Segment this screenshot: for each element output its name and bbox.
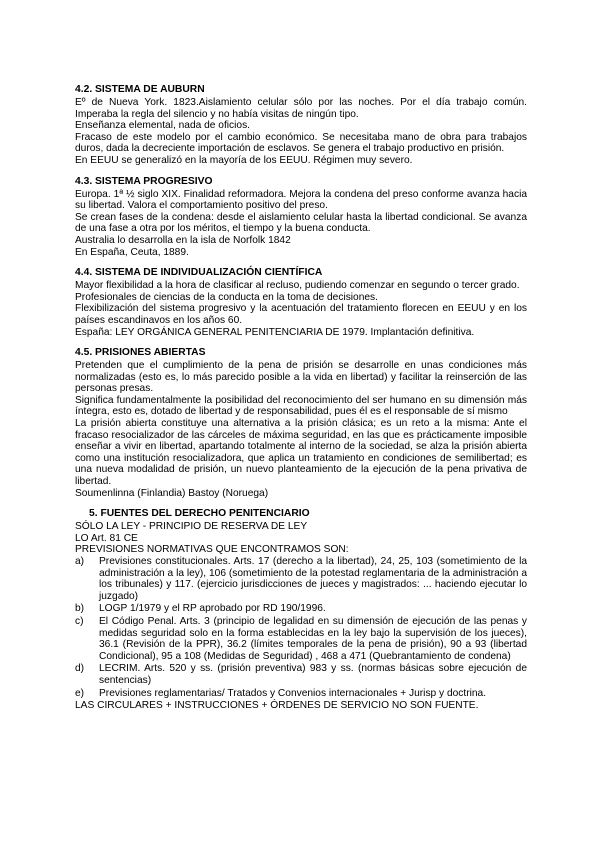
paragraph: En EEUU se generalizó en la mayoría de los EEUU. Régimen muy severo. <box>75 154 413 166</box>
paragraph: España: LEY ORGÁNICA GENERAL PENITENCIARIA DE 1979. Implantación definitiva. <box>75 326 475 338</box>
paragraph: Mayor flexibilidad a la hora de clasificar al recluso, pudiendo comenzar en segundo o tercer grado. <box>75 280 520 292</box>
paragraph: Significa fundamentalmente la posibilidad del reconocimiento del ser humano en su dimensión más íntegra, esto es, dotado de libertad y de responsabilidad, pues él es el responsable de sí mismo <box>75 394 527 418</box>
section-heading: 4.2. SISTEMA DE AUBURN <box>75 84 205 95</box>
paragraph: Profesionales de ciencias de la conducta en la toma de decisiones. <box>75 291 378 303</box>
list-item <box>75 603 527 615</box>
paragraph: La prisión abierta constituye una alternativa a la prisión clásica; es un reto a la misma: Ante el fracaso resocializador de las cárceles de máxima seguridad, en las que es prácticamente imposible enseñar a vivir en libertad, apartando totalmente al interno de la sociedad, se alza la prisión abierta como una institución resocializadora, que aplica un tratamiento en condiciones de semilibertad; es una nueva modalidad de prisión, un nuevo planteamiento de la ejecución de la pena privativa de libertad. <box>75 418 527 488</box>
paragraph: Eº de Nueva York. 1823.Aislamiento celular sólo por las noches. Por el día trabajo común. Imperaba la regla del silencio y no había visitas de ningún tipo. <box>75 97 527 120</box>
list-text: LECRIM. Arts. 520 y ss. (prisión preventiva) 983 y ss. (normas básicas sobre ejecución de sentencias) <box>99 663 527 686</box>
list-item <box>75 688 527 700</box>
list-marker: a) <box>75 556 85 567</box>
intro-line: SÓLO LA LEY - PRINCIPIO DE RESERVA DE LEY <box>75 521 308 533</box>
intro-line: PREVISIONES NORMATIVAS QUE ENCONTRAMOS SON: <box>75 544 349 556</box>
list-item <box>75 556 527 602</box>
list-marker: e) <box>75 687 85 699</box>
list-text: LOGP 1/1979 y el RP aprobado por RD 190/1996. <box>99 603 326 615</box>
section-heading: 5. FUENTES DEL DERECHO PENITENCIARIO <box>89 508 310 520</box>
list-text: El Código Penal. Arts. 3 (principio de legalidad en su dimensión de ejecución de las penas y medidas seguridad solo en la forma establecidas en la ley bajo la supervisión de los jueces), 36.1 (Revisión de la PPR), 36.2 (límites temporales de la pena de prisión), 90 a 93 (libertad Condicional), 95 a 108 (Medidas de Seguridad) , 468 a 471 (Quebrantamiento de condena) <box>99 615 527 662</box>
document-page <box>75 84 527 721</box>
section-fuentes <box>75 508 527 712</box>
closing-line: LAS CIRCULARES + INSTRUCCIONES + ÓRDENES DE SERVICIO NO SON FUENTE. <box>75 700 479 712</box>
list-text: Previsiones constitucionales. Arts. 17 (derecho a la libertad), 24, 25, 103 (sometimiento de la administración a la ley), 106 (sometimiento de la potestad reglamentaria de la administración a los tribunales) y 117. (ejercicio jurisdicciones de jueces y magistrados: ... haciendo ejecutar lo juzgado) <box>99 556 527 602</box>
paragraph: Se crean fases de la condena: desde el aislamiento celular hasta la libertad condicional. Se avanza de una fase a otra por los méritos, el tiempo y la buena conducta. <box>75 211 527 235</box>
paragraph: En España, Ceuta, 1889. <box>75 246 189 258</box>
section-heading: 4.4. SISTEMA DE INDIVIDUALIZACIÓN CIENTÍFICA <box>75 267 323 279</box>
paragraph: Australia lo desarrolla en la isla de Norfolk 1842 <box>75 234 291 246</box>
list-text: Previsiones reglamentarias/ Tratados y Convenios internacionales + Jurisp y doctrina. <box>99 687 487 699</box>
paragraph: Europa. 1ª ½ siglo XIX. Finalidad reformadora. Mejora la condena del preso conforme avanza hacia su libertad. Valora el comportamiento positivo del preso. <box>75 188 527 212</box>
list-marker: c) <box>75 615 84 627</box>
list-marker: d) <box>75 663 85 675</box>
section-prisiones-abiertas <box>75 347 527 499</box>
paragraph: Fracaso de este modelo por el cambio económico. Se necesitaba mano de obra para trabajos duros, dada la decreciente importación de esclavos. Se genera el trabajo productivo en prisión. <box>75 131 527 155</box>
paragraph: Pretenden que el cumplimiento de la pena de prisión se desarrolle en unas condiciones más normalizadas (esto es, lo más parecido posible a la vida en libertad) y facilitar la reinserción de las personas presas. <box>75 360 527 395</box>
paragraph: Soumenlinna (Finlandia) Bastoy (Noruega) <box>75 487 269 499</box>
section-heading: 4.3. SISTEMA PROGRESIVO <box>75 175 213 187</box>
paragraph: Flexibilización del sistema progresivo y la acentuación del tratamiento florecen en EEUU y en los países escandinavos en los años 60. <box>75 303 527 326</box>
sources-list <box>75 556 527 699</box>
list-item <box>75 616 527 662</box>
section-auburn <box>75 84 527 167</box>
list-marker: b) <box>75 603 85 615</box>
list-item <box>75 663 527 686</box>
paragraph: Enseñanza elemental, nada de oficios. <box>75 120 251 132</box>
section-individualizacion <box>75 267 527 338</box>
section-progresivo <box>75 176 527 259</box>
intro-line: LO Art. 81 CE <box>75 532 138 544</box>
section-heading: 4.5. PRISIONES ABIERTAS <box>75 347 206 359</box>
